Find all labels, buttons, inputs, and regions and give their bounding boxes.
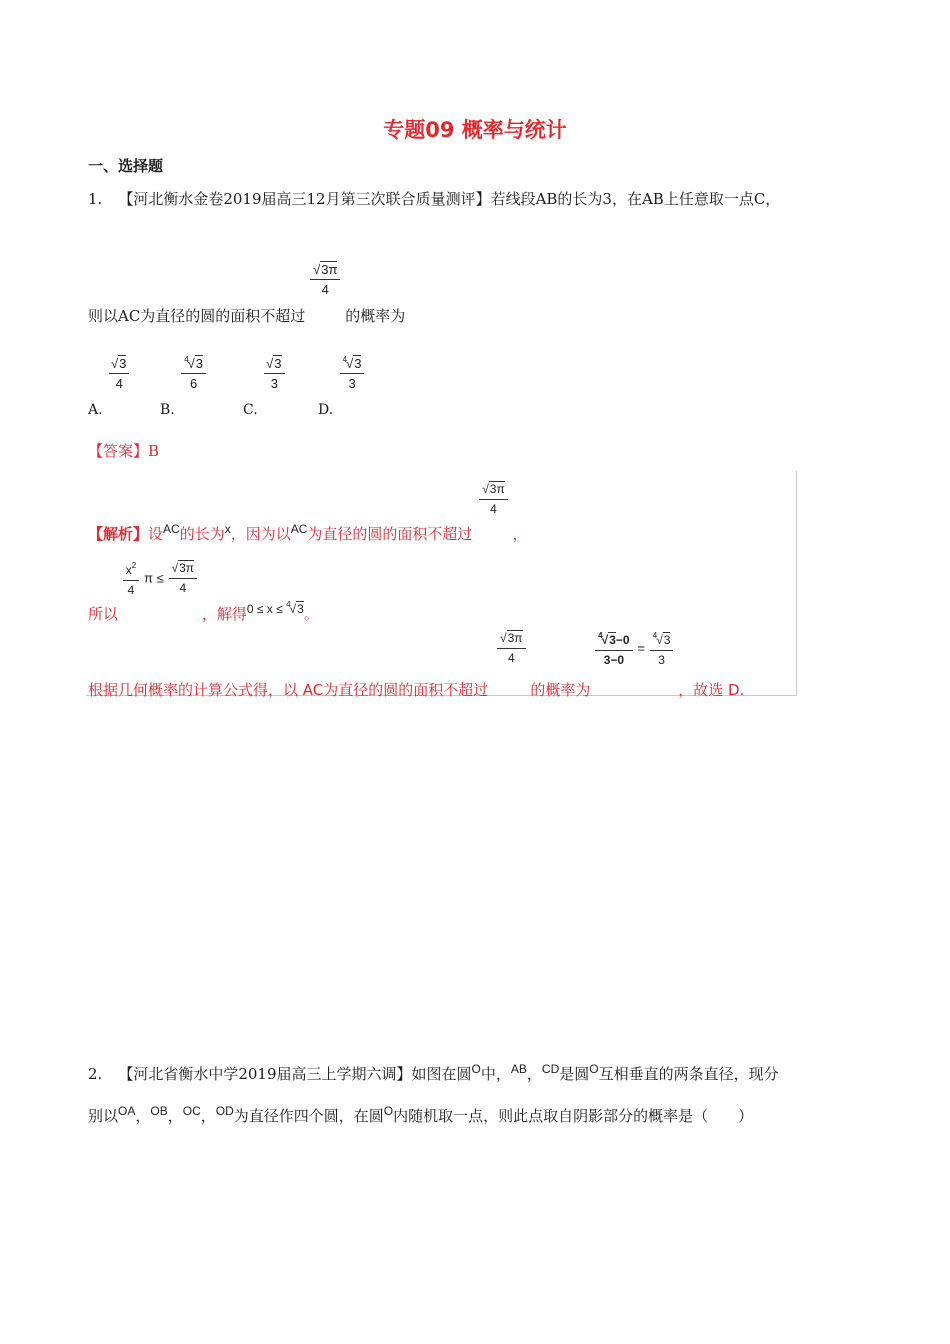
option-value: $\frac{√3}{3}$ [264,352,284,391]
fraction: $\frac{√3\pi}{4}$ [479,482,508,517]
question-text: 内随机取一点，则此点取自阴影部分的概率是（ ） [393,1107,754,1125]
option-label: B. [160,401,175,418]
solution-text: ，解得 [201,604,247,623]
solution-text: 设 [148,525,164,543]
question-text: 则以AC为直径的圆的面积不超过 [88,306,306,325]
question-1-line-1 [88,189,780,209]
math-var: O [589,1062,599,1076]
option-a[interactable] [88,352,129,418]
question-text: 如图在圆 [411,1065,472,1083]
fraction-denominator: 4 [321,282,329,297]
option-b[interactable] [160,352,206,418]
solution-text: 为直径的圆的面积不超过 [307,525,473,543]
question-text: ， [167,1107,183,1125]
page-title: 专题09 概率与统计 [383,118,567,142]
fraction: $\frac{√3\pi}{4}$ [310,262,340,297]
question-text: 若线段AB的长为3，在AB上任意取一点C， [490,190,781,208]
question-text: 中， [480,1065,511,1083]
solution-text: 的长为 [179,525,225,543]
question-2-line-1 [88,1059,779,1084]
answer-tag: 【答案】 [88,442,149,460]
option-value: $\frac{√3}{4}$ [109,352,129,391]
solution-text: ，故选 D. [678,680,745,699]
math-var: CD [541,1062,560,1076]
solution-tag: 【解析】 [88,525,149,543]
option-label: C. [243,401,258,418]
question-text: ， [135,1107,151,1125]
question-text: 互相垂直的两条直径，现分 [598,1065,779,1083]
solution-line-3 [88,628,745,699]
question-number: 2. [88,1065,103,1083]
math-var: OB [150,1104,168,1118]
solution-line-1 [88,482,528,543]
answer-value: B [148,442,160,460]
math-var: O [471,1062,481,1076]
question-source: 【河北省衡水中学2019届高三上学期六调】 [118,1065,412,1083]
solution-text: 的概率为 [530,680,591,699]
math-var: OC [182,1104,201,1118]
fraction: $\frac{^4√3}{3}$ [650,628,674,668]
math-var: OD [215,1104,234,1118]
solution-text: 所以 [88,604,119,623]
math-var: AC [163,522,180,536]
option-label: D. [318,401,334,418]
solution-text: 。 [303,604,319,623]
solution-text: 根据几何概率的计算公式得，以 AC为直径的圆的面积不超过 [88,680,489,699]
question-text: ， [526,1065,542,1083]
fraction: $\frac{√3\pi}{4}$ [169,561,198,596]
fraction-numerator: 3π [321,262,338,277]
math-var: O [383,1104,394,1118]
math-inline: = [637,640,645,656]
fraction: $\frac{x^2}{4}$ [123,558,139,598]
section-heading: 一、选择题 [88,157,164,175]
question-text: 的概率为 [345,306,406,325]
solution-text: ， [512,525,528,543]
solution-text: ，因为以 [230,525,291,543]
question-text: ， [200,1107,216,1125]
question-source: 【河北衡水金卷2019届高三12月第三次联合质量测评】 [118,190,491,208]
math-inline: 0 ≤ x ≤ 4√3 [246,599,304,616]
question-text: 别以 [88,1107,119,1125]
question-text: 为直径作四个圆，在圆 [233,1107,384,1125]
math-var: AB [510,1062,527,1076]
fraction: $\frac{√3\pi}{4}$ [497,631,526,666]
solution-line-2 [88,558,319,623]
math-inline: π ≤ [144,570,164,586]
math-var: AC [290,522,308,536]
math-var: x [224,522,231,536]
question-text: 是圆 [559,1065,590,1083]
math-var: OA [118,1104,136,1118]
question-1-line-2 [88,262,406,325]
question-2-line-2 [88,1101,753,1126]
question-number: 1. [88,190,103,208]
option-c[interactable] [243,352,285,418]
fraction: $\frac{^4√3-0}{3-0}$ [595,628,632,668]
option-value: $\frac{^4√3}{6}$ [181,352,206,391]
option-label: A. [88,401,103,418]
answer-line [88,440,159,461]
option-value: $\frac{^4√3}{3}$ [340,352,365,391]
option-d[interactable] [318,352,364,418]
